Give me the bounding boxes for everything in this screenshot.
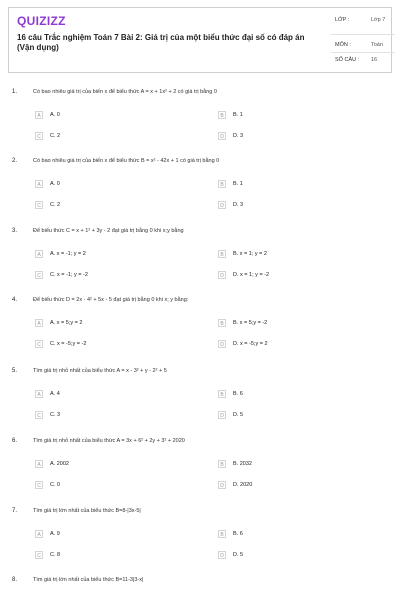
option-letter: C xyxy=(35,411,43,419)
question-number: 6. xyxy=(12,438,18,444)
option-letter: D xyxy=(218,551,226,559)
option-letter: D xyxy=(218,271,226,279)
option-text: A. 9 xyxy=(50,531,60,537)
question-number: 7. xyxy=(12,508,18,514)
option-text: D. x = 1; y = -2 xyxy=(233,272,270,278)
option-letter: A xyxy=(35,460,43,468)
divider xyxy=(331,34,395,35)
question-text: Có bao nhiêu giá trị của biến x để biểu thức B = x² - 42x + 1 có giá trị bằng 0 xyxy=(33,158,220,164)
question-text: Tìm giá trị lớn nhất của biểu thức B=8-|3x-5| xyxy=(33,508,141,514)
option-letter: A xyxy=(35,111,43,119)
option-letter: A xyxy=(35,250,43,258)
option-text: C. 0 xyxy=(50,482,61,488)
option-letter: B xyxy=(218,250,226,258)
question-number: 2. xyxy=(12,158,18,164)
option-text: C. 2 xyxy=(50,202,61,208)
option-letter: B xyxy=(218,180,226,188)
divider xyxy=(331,52,395,53)
option-letter: D xyxy=(218,201,226,209)
option-letter: C xyxy=(35,132,43,140)
option-text: D. 3 xyxy=(233,202,244,208)
option-letter: A xyxy=(35,530,43,538)
option-text: C. 8 xyxy=(50,552,61,558)
question-text: Có bao nhiêu giá trị của biến x để biểu thức A = x + 1x² + 2 có giá trị bằng 0 xyxy=(33,89,217,95)
question-text: Tìm giá trị nhỏ nhất của biểu thức A = x - 3² + y - 2² + 5 xyxy=(33,368,167,374)
option-letter: C xyxy=(35,481,43,489)
option-text: C. x = -1; y = -2 xyxy=(50,272,88,278)
option-letter: D xyxy=(218,340,226,348)
option-letter: A xyxy=(35,319,43,327)
quiz-header xyxy=(8,7,392,73)
option-text: D. 5 xyxy=(233,412,244,418)
option-text: B. 1 xyxy=(233,181,243,187)
option-text: A. 0 xyxy=(50,112,60,118)
quiz-title: 16 câu Trắc nghiệm Toán 7 Bài 2: Giá trị của một biểu thức đại số có đáp án (Vận dụng) xyxy=(17,33,305,52)
option-text: B. x = 1; y = 2 xyxy=(233,251,267,257)
option-letter: D xyxy=(218,411,226,419)
count-value: 16 xyxy=(371,57,378,63)
question-number: 8. xyxy=(12,577,18,583)
option-text: C. 3 xyxy=(50,412,61,418)
question-text: Tìm giá trị nhỏ nhất của biểu thức A = 3x + 6² + 2y + 3² + 2020 xyxy=(33,438,185,444)
class-label: LỚP : xyxy=(335,17,350,23)
option-text: B. x = 5;y = -2 xyxy=(233,320,268,326)
option-letter: B xyxy=(218,460,226,468)
count-label: SỐ CÂU : xyxy=(335,57,360,63)
option-text: B. 1 xyxy=(233,112,243,118)
quizizz-logo[interactable]: QUIZIZZ xyxy=(17,14,66,28)
question-number: 3. xyxy=(12,228,18,234)
question-text: Để biểu thức D = 2x - 4² + 5x - 5 đạt giá trị bằng 0 khi x; y bằng: xyxy=(33,297,189,303)
subject-value: Toán xyxy=(371,42,383,48)
option-letter: B xyxy=(218,319,226,327)
subject-label: MÔN : xyxy=(335,42,351,48)
option-text: D. 2020 xyxy=(233,482,253,488)
question-number: 5. xyxy=(12,368,18,374)
question-text: Để biểu thức C = x + 1² + 3y - 2 đạt giá trị bằng 0 khi x;y bằng xyxy=(33,228,184,234)
question-number: 4. xyxy=(12,297,18,303)
option-text: A. x = 5;y = 2 xyxy=(50,320,83,326)
option-letter: B xyxy=(218,390,226,398)
option-text: C. 2 xyxy=(50,133,61,139)
option-text: A. 2002 xyxy=(50,461,69,467)
option-text: B. 6 xyxy=(233,531,243,537)
option-text: D. 3 xyxy=(233,133,244,139)
question-text: Tìm giá trị lớn nhất của biểu thức B=11-3|3-x| xyxy=(33,577,144,583)
option-letter: D xyxy=(218,132,226,140)
option-text: A. x = -1; y = 2 xyxy=(50,251,86,257)
option-text: B. 2032 xyxy=(233,461,252,467)
option-text: A. 0 xyxy=(50,181,60,187)
class-value: Lớp 7 xyxy=(371,17,386,23)
option-letter: C xyxy=(35,551,43,559)
option-text: C. x = -5;y = -2 xyxy=(50,341,87,347)
option-text: D. 5 xyxy=(233,552,244,558)
option-letter: B xyxy=(218,530,226,538)
option-letter: C xyxy=(35,201,43,209)
option-letter: A xyxy=(35,180,43,188)
option-letter: D xyxy=(218,481,226,489)
option-text: A. 4 xyxy=(50,391,60,397)
question-number: 1. xyxy=(12,89,18,95)
option-letter: A xyxy=(35,390,43,398)
option-letter: B xyxy=(218,111,226,119)
option-letter: C xyxy=(35,340,43,348)
option-text: D. x = -5;y = 2 xyxy=(233,341,268,347)
option-text: B. 6 xyxy=(233,391,243,397)
option-letter: C xyxy=(35,271,43,279)
